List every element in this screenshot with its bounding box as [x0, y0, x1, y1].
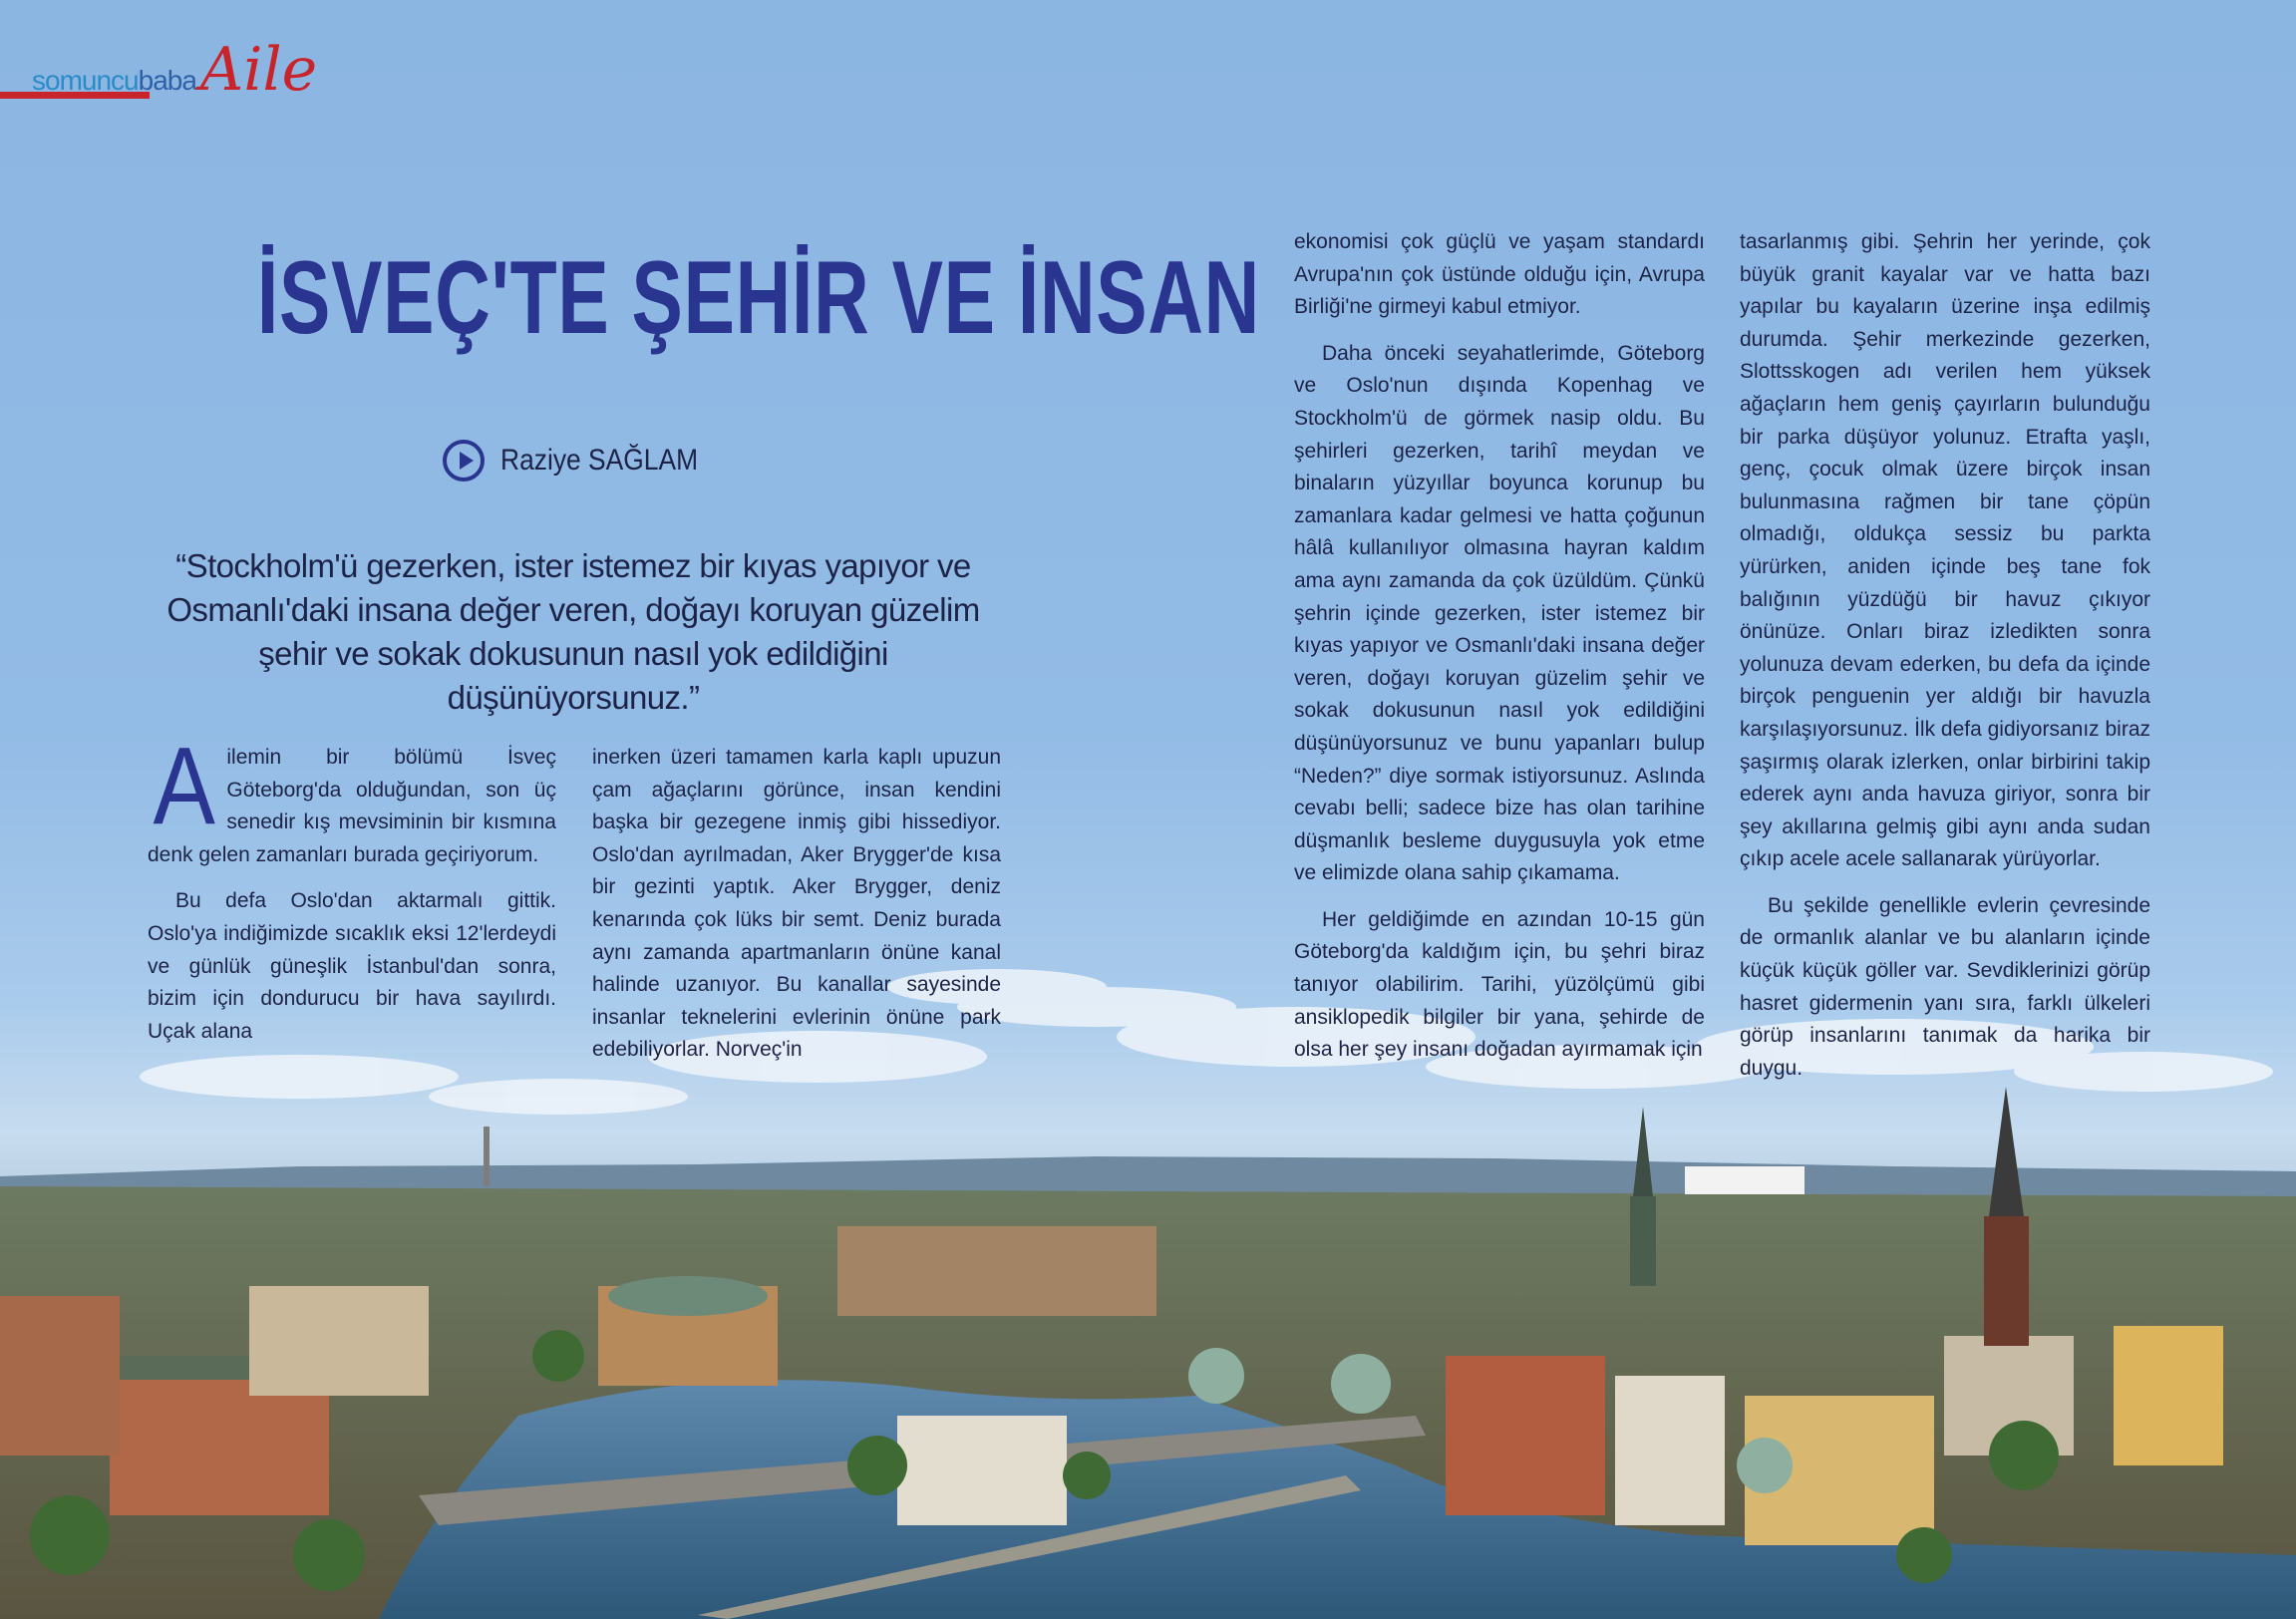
drop-cap: A [153, 725, 215, 847]
brand-part-1: somuncu [32, 65, 139, 96]
author-name: Raziye SAĞLAM [500, 444, 699, 477]
paragraph [148, 725, 556, 871]
text-column-4 [1740, 226, 2150, 1099]
author-byline [443, 440, 725, 482]
text-column-3 [1294, 226, 1705, 1081]
article-title: İSVEÇ'TE ŞEHİR VE İNSAN [256, 240, 1260, 356]
play-circle-icon [443, 440, 485, 482]
text-column-1 [148, 725, 556, 1062]
paragraph: tasarlanmış gibi. Şehrin her yerinde, çok büyük granit kayalar var ve hatta bazı yapılar bu kayaların üzerine inşa edilmiş durumda. Şehir merkezinde gezerken, Slottsskogen adı verilen hem yüksek ağaçların hem geniş çayırların bulunduğu bir parka düşüyor yolunuz. Etrafta yaşlı, genç, çocuk olmak üzere birçok insan bulunmasına rağmen bir tane çöpün olmadığı, oldukça sessiz bu parkta yürürken, aniden içinde beş tane fok balığının yüzdüğü bir havuz çıkıyor önünüze. Onları biraz izledikten sonra yolunuza devam ederken, bu defa da içinde birçok penguenin yer aldığı bir havuzla karşılaşıyorsunuz. İlk defa gidiyorsanız biraz şaşırmış olarak izlerken, onlar birbirini takip ederek aynı anda havuza giriyor, sonra bir şey akıllarına gelmiş gibi aynı anda sudan çıkıp acele acele sallanarak yürüyorlar. [1740, 230, 2151, 871]
paragraph: ekonomisi çok güçlü ve yaşam standardı Avrupa'nın çok üstünde olduğu için, Avrupa Birliği'ne girmeyi kabul etmiyor. [1294, 230, 1705, 319]
magazine-brand [32, 35, 318, 105]
paragraph: Her geldiğimde en azından 10-15 gün Göteborg'da kaldığım için, bu şehri biraz tanıyor olabilirim. Tarihi, yüzölçümü gibi ansiklopedik bilgiler bir yana, şehirde de olsa her şey insanı doğadan ayırmamak için [1294, 907, 1705, 1062]
paragraph-text: ilemin bir bölümü İsveç Göteborg'da olduğundan, son üç senedir kış mevsiminin bir kısmına denk gelen zamanları burada geçiriyorum. [148, 746, 556, 866]
paragraph: Daha önceki seyahatlerimde, Göteborg ve Oslo'nun dışında Kopenhag ve Stockholm'ü de görmek nasip oldu. Bu şehirleri gezerken, tarihî meydan ve binaların yüzyıllar boyunca korunup bu zamanlara kadar gelmesi ve hatta çoğunun hâlâ kullanılıyor olmasına hayran kaldım ama aynı zamanda da çok üzüldüm. Çünkü şehrin içinde gezerken, ister istemez bir kıyas yapıyor ve Osmanlı'daki insana değer veren, doğayı koruyan güzelim şehir ve sokak dokusunun nasıl yok edildiğini düşünüyorsunuz ve bunu yapanları bulup “Neden?” diye sormak istiyorsunuz. Aslında cevabı belli; sadece bize has olan tarihine düşmanlık besleme duygusuyla yok etme ve elimizde olana sahip çıkamama. [1294, 341, 1705, 885]
brand-part-2: baba [138, 65, 196, 96]
text-column-2 [592, 742, 1001, 1081]
paragraph: inerken üzeri tamamen karla kaplı upuzun çam ağaçlarını görünce, insan kendini başka bir gezegene inmiş gibi hissediyor. Oslo'dan ayrılmadan, Aker Brygger'de kısa bir gezinti yaptık. Aker Brygger, deniz kenarında çok lüks bir semt. Deniz burada aynı zamanda apartmanların önüne kanal halinde uzanıyor. Bu kanallar sayesinde insanlar teknelerini evlerinin önüne park edebiliyorlar. Norveç'in [592, 746, 1001, 1062]
paragraph: Bu şekilde genellikle evlerin çevresinde de ormanlık alanlar ve bu alanların içinde küçük küçük göller var. Sevdiklerinizi görüp hasret gidermenin yanı sıra, farklı ülkeleri görüp insanlarını tanımak da harika bir duygu. [1740, 893, 2150, 1080]
section-label: Aile [199, 35, 318, 105]
pull-quote: “Stockholm'ü gezerken, ister istemez bir kıyas yapıyor ve Osmanlı'daki insana değer veren, doğayı koruyan güzelim şehir ve sokak dokusunun nasıl yok edildiğini düşünüyorsunuz.” [166, 547, 980, 716]
paragraph: Bu defa Oslo'dan aktarmalı gittik. Oslo'ya indiğimizde sıcaklık eksi 12'lerdeydi ve günlük güneşlik İstanbul'dan sonra, bizim için dondurucu bir hava sayılırdı. Uçak alana [148, 889, 556, 1043]
radio-tower [484, 1127, 490, 1186]
